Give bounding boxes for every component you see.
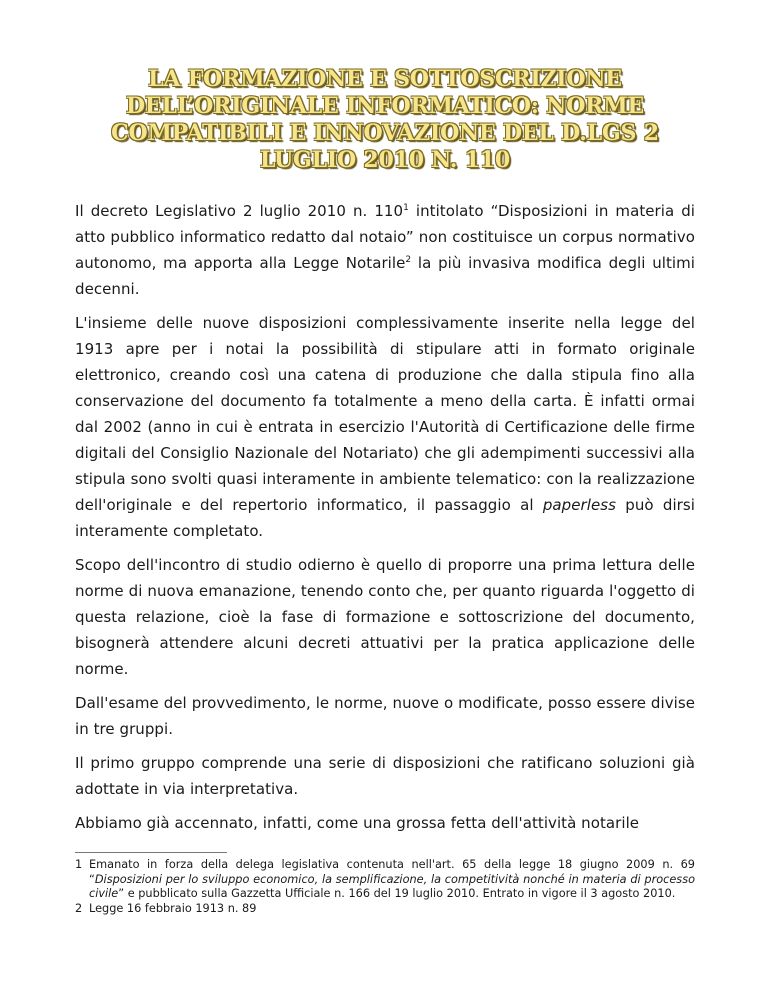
paragraph-text: può dirsi interamente completato. — [75, 496, 695, 540]
footnotes-section — [75, 852, 695, 916]
paragraph-6: Abbiamo già accennato, infatti, come una grossa fetta dell'attività notarile — [75, 814, 640, 832]
paragraph-2 — [75, 310, 695, 544]
footnote-text — [89, 858, 695, 902]
paragraph-text: intitolato “Disposizioni in materia di atto pubblico informatico redatto dal notaio” non costituisce un corpus normativo autonomo, ma apporta alla Legge Notarile — [75, 202, 695, 272]
paragraph-4: Dall'esame del provvedimento, le norme, nuove o modificate, posso essere divise in tre gruppi. — [75, 694, 695, 738]
footnote-2 — [75, 902, 695, 917]
paragraph-text: la più invasiva modifica degli ultimi decenni. — [75, 254, 695, 298]
paragraph-text: L'insieme delle nuove disposizioni complessivamente inserite nella legge del 1913 apre per i notai la possibilità di stipulare atti in formato originale elettronico, creando così una catena di produzione che dalla stipula fino alla conservazione del documento fa totalmente a meno della carta. È infatti ormai dal 2002 (anno in cui è entrata in esercizio l'Autorità di Certificazione delle firme digitali del Consiglio Nazionale del Notariato) che gli adempimenti successivi alla stipula sono svolti quasi interamente in ambiente telematico: con la realizzazione dell'originale e del repertorio informatico, il passaggio al — [75, 314, 695, 514]
title-line: COMPATIBILI E INNOVAZIONE DEL D.LGS 2 — [111, 120, 659, 146]
italic-term: paperless — [542, 496, 616, 514]
footnote-text-part: Emanato in forza della delega legislativa contenuta nell'art. 65 della legge 18 giugno 2009 n. 69 “ — [89, 858, 695, 886]
title-line: LA FORMAZIONE E SOTTOSCRIZIONE — [148, 66, 622, 92]
paragraph-1 — [75, 198, 695, 302]
document-page — [75, 66, 695, 844]
footnote-italic: Disposizioni per lo sviluppo economico, la semplificazione, la competitività nonché in materia di processo civile — [89, 872, 695, 900]
footnote-ref-1[interactable]: 1 — [403, 203, 409, 213]
footnote-divider — [75, 852, 227, 853]
footnote-text: Legge 16 febbraio 1913 n. 89 — [89, 901, 257, 915]
footnote-ref-2[interactable]: 2 — [405, 255, 412, 265]
title-line: DELL’ORIGINALE INFORMATICO: NORME — [126, 93, 644, 119]
footnote-text-part: ” e pubblicato sulla Gazzetta Ufficiale n. 166 del 19 luglio 2010. Entrato in vigore il 3 agosto 2010. — [118, 887, 676, 900]
paragraph-3: Scopo dell'incontro di studio odierno è quello di proporre una prima lettura delle norme di nuova emanazione, tenendo conto che, per quanto riguarda l'oggetto di questa relazione, cioè la fase di formazione e sottoscrizione del documento, bisognerà attendere alcuni decreti attuativi per la pratica applicazione delle norme. — [75, 556, 695, 678]
footnote-number: 1 — [75, 858, 83, 871]
paragraph-5: Il primo gruppo comprende una serie di disposizioni che ratificano soluzioni già adottate in via interpretativa. — [75, 754, 695, 798]
footnote-number: 2 — [75, 901, 83, 915]
title-line: LUGLIO 2010 N. 110 — [259, 147, 511, 173]
document-title — [75, 66, 695, 174]
footnote-1 — [75, 858, 695, 902]
paragraph-text: Il decreto Legislativo 2 luglio 2010 n. 110 — [75, 202, 404, 220]
